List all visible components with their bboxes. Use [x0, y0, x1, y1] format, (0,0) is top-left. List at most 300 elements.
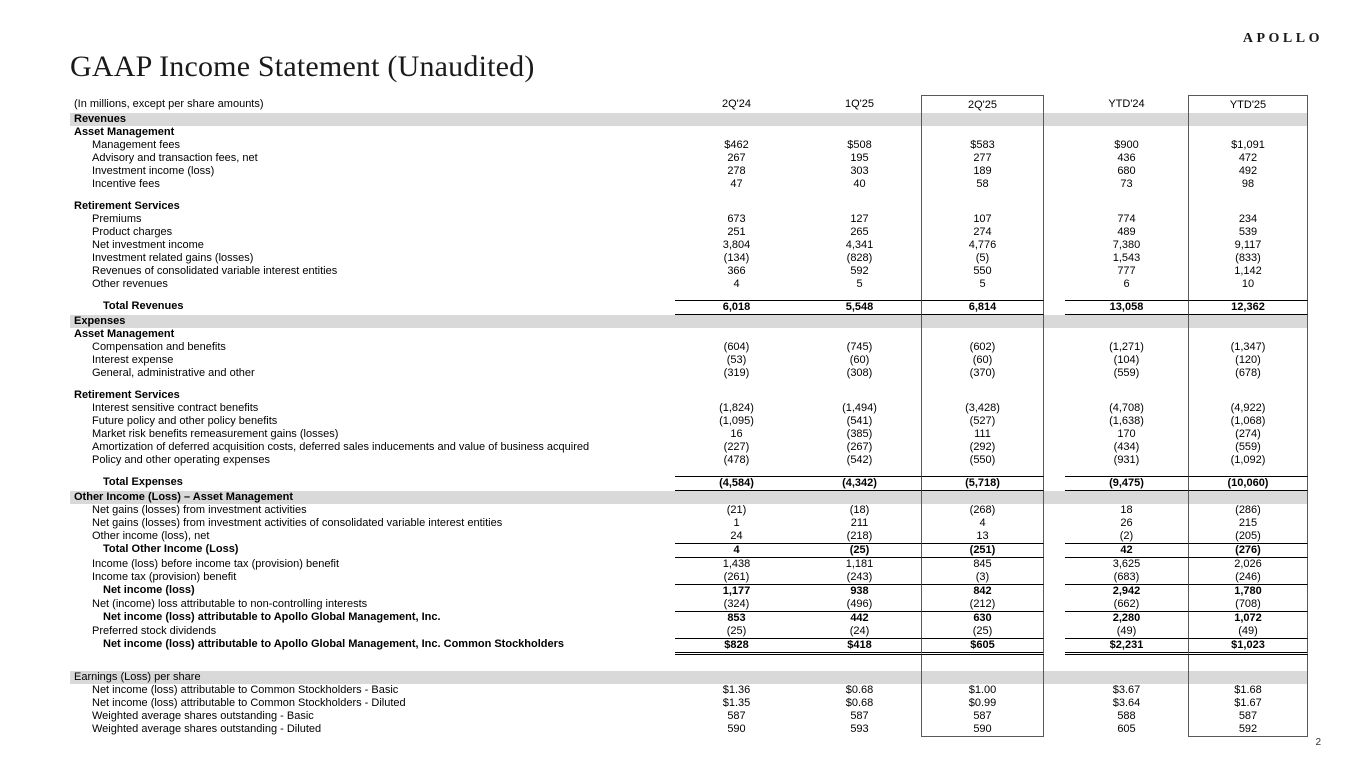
cell-value: (3) [921, 571, 1044, 584]
cell-value: (227) [723, 441, 750, 453]
row-label: Net gains (losses) from investment activities of consolidated variable interest entities [92, 517, 503, 529]
column-gap [1044, 226, 1065, 239]
cell-value: (1,271) [1109, 341, 1144, 353]
row-label: Weighted average shares outstanding - Diluted [92, 723, 322, 735]
cell-value: 7,380 [1112, 239, 1141, 251]
cell-value: 774 [1117, 213, 1136, 225]
cell-value [798, 200, 921, 213]
table-row [70, 367, 1308, 380]
cell-value: 40 [853, 178, 866, 190]
cell-value: $418 [798, 638, 921, 655]
cell-value: (134) [723, 252, 750, 264]
column-gap [1044, 139, 1065, 152]
cell-value: $1.00 [921, 684, 1044, 697]
cell-value: 593 [850, 723, 869, 735]
cell-value: 777 [1117, 265, 1136, 277]
cell-value: 680 [1117, 165, 1136, 177]
row-label: Interest sensitive contract benefits [92, 402, 259, 414]
cell-value [921, 380, 1044, 389]
group-subheader-row [70, 328, 1308, 341]
section-header-row [70, 113, 1308, 126]
cell-value [675, 200, 798, 213]
cell-value [1188, 191, 1308, 200]
spacer-row [70, 380, 1308, 389]
cell-value: (683) [1113, 571, 1140, 583]
cell-value: 489 [1117, 226, 1136, 238]
cell-value [798, 126, 921, 139]
row-label: General, administrative and other [92, 367, 255, 379]
cell-value: 1,181 [845, 558, 874, 570]
column-gap [1044, 723, 1065, 737]
table-body [70, 113, 1308, 737]
cell-value: 189 [921, 165, 1044, 178]
cell-value: 251 [727, 226, 746, 238]
column-gap [1044, 415, 1065, 428]
cell-value: 587 [727, 710, 746, 722]
cell-value: 366 [727, 265, 746, 277]
row-label [70, 380, 675, 389]
cell-value: 278 [727, 165, 746, 177]
column-header-ytd25: YTD'25 [1188, 95, 1308, 113]
cell-value: 13 [921, 530, 1044, 543]
cell-value: 590 [921, 723, 1044, 737]
row-label: Product charges [92, 226, 173, 238]
table-row [70, 402, 1308, 415]
cell-value: (60) [849, 354, 870, 366]
cell-value: 211 [850, 517, 869, 529]
cell-value: (49) [1116, 625, 1137, 637]
cell-value: 853 [675, 611, 798, 625]
row-label: Advisory and transaction fees, net [92, 152, 258, 164]
cell-value: (541) [846, 415, 873, 427]
cell-value: 590 [727, 723, 746, 735]
table-row [70, 625, 1308, 638]
table-row [70, 504, 1308, 517]
column-gap [1044, 611, 1065, 625]
cell-value [675, 191, 798, 200]
cell-value: 2,280 [1065, 611, 1188, 625]
cell-value [675, 467, 798, 476]
table-row [70, 543, 1308, 558]
table-row [70, 152, 1308, 165]
cell-value: (370) [921, 367, 1044, 380]
cell-value [798, 113, 921, 126]
cell-value [921, 291, 1044, 300]
row-label: Net income (loss) [103, 584, 195, 596]
cell-value [1065, 200, 1188, 213]
cell-value [798, 291, 921, 300]
cell-value: (24) [849, 625, 870, 637]
cell-value [921, 328, 1044, 341]
column-gap [1044, 710, 1065, 723]
cell-value [798, 389, 921, 402]
column-header-1q25: 1Q'25 [844, 98, 874, 110]
column-gap [1044, 239, 1065, 252]
cell-value [1065, 491, 1188, 504]
cell-value: 436 [1117, 152, 1136, 164]
cell-value: $2,231 [1065, 638, 1188, 655]
cell-value: (25) [726, 625, 747, 637]
table-row [70, 226, 1308, 239]
cell-value: (243) [846, 571, 873, 583]
row-label [70, 467, 675, 476]
table-row [70, 239, 1308, 252]
cell-value: 24 [730, 530, 743, 542]
cell-value: (1,494) [842, 402, 877, 414]
cell-value [1065, 467, 1188, 476]
cell-value [1188, 200, 1308, 213]
cell-value: 18 [1120, 504, 1133, 516]
cell-value [921, 655, 1044, 671]
column-gap [1044, 152, 1065, 165]
cell-value: (212) [921, 598, 1044, 611]
cell-value: 73 [1120, 178, 1133, 190]
row-label: Expenses [74, 315, 126, 327]
cell-value: $1.36 [722, 684, 751, 696]
cell-value [798, 191, 921, 200]
cell-value: (385) [846, 428, 873, 440]
row-label: Total Expenses [103, 476, 183, 488]
column-gap [1044, 530, 1065, 543]
cell-value [798, 671, 921, 684]
column-gap [1044, 454, 1065, 467]
row-label: Net income (loss) attributable to Common Stockholders - Basic [92, 684, 399, 696]
spacer-row [70, 291, 1308, 300]
table-row [70, 558, 1308, 571]
cell-value: 42 [1065, 543, 1188, 558]
cell-value: (5,718) [921, 476, 1044, 491]
cell-value: $605 [921, 638, 1044, 655]
cell-value: 10 [1188, 278, 1308, 291]
cell-value: 4 [675, 543, 798, 558]
cell-value: $3.67 [1112, 684, 1141, 696]
cell-value [1065, 328, 1188, 341]
column-gap [1044, 571, 1065, 584]
cell-value [1188, 291, 1308, 300]
cell-value: 587 [850, 710, 869, 722]
column-gap [1044, 491, 1065, 504]
column-header-2q24: 2Q'24 [721, 98, 751, 110]
cell-value [798, 380, 921, 389]
cell-value: (434) [1113, 441, 1140, 453]
cell-value [921, 491, 1044, 504]
cell-value: 127 [850, 213, 869, 225]
cell-value: 550 [921, 265, 1044, 278]
cell-value: $0.68 [845, 697, 874, 709]
cell-value: (542) [846, 454, 873, 466]
cell-value: 303 [850, 165, 869, 177]
cell-value: (604) [723, 341, 750, 353]
cell-value: 47 [730, 178, 743, 190]
cell-value: $1,023 [1188, 638, 1308, 655]
group-subheader-row [70, 200, 1308, 213]
cell-value [798, 467, 921, 476]
cell-value: (246) [1188, 571, 1308, 584]
row-label: Income tax (provision) benefit [92, 571, 237, 583]
cell-value: $900 [1114, 139, 1139, 151]
column-gap [1044, 126, 1065, 139]
cell-value: 1,438 [722, 558, 751, 570]
cell-value: 587 [921, 710, 1044, 723]
cell-value: 630 [921, 611, 1044, 625]
cell-value: (3,428) [921, 402, 1044, 415]
row-label: Compensation and benefits [92, 341, 226, 353]
column-header-ytd24: YTD'24 [1108, 98, 1145, 110]
page-title: GAAP Income Statement (Unaudited) [70, 50, 535, 83]
cell-value: (274) [1188, 428, 1308, 441]
cell-value: 1,142 [1188, 265, 1308, 278]
cell-value: 6 [1123, 278, 1130, 290]
cell-value: (1,095) [719, 415, 754, 427]
column-header-2q25: 2Q'25 [921, 95, 1044, 113]
cell-value [675, 113, 798, 126]
cell-value [921, 671, 1044, 684]
spacer-row [70, 191, 1308, 200]
cell-value: 265 [850, 226, 869, 238]
cell-value: 492 [1188, 165, 1308, 178]
group-subheader-row [70, 126, 1308, 139]
row-label: Premiums [92, 213, 142, 225]
column-gap [1044, 402, 1065, 415]
row-label: Other Income (Loss) – Asset Management [74, 491, 294, 503]
column-gap [1044, 252, 1065, 265]
cell-value: 26 [1120, 517, 1133, 529]
cell-value: $583 [921, 139, 1044, 152]
column-gap [1044, 300, 1065, 315]
column-gap [1044, 367, 1065, 380]
cell-value: 842 [921, 584, 1044, 598]
row-label: Income (loss) before income tax (provision) benefit [92, 558, 339, 570]
cell-value: 13,058 [1065, 300, 1188, 315]
table-row [70, 530, 1308, 543]
table-row [70, 517, 1308, 530]
column-gap [1044, 584, 1065, 598]
cell-value: $1.68 [1188, 684, 1308, 697]
cell-value: (286) [1188, 504, 1308, 517]
cell-value: (662) [1113, 598, 1140, 610]
spacer-row [70, 467, 1308, 476]
row-label: Retirement Services [74, 200, 180, 212]
table-row [70, 278, 1308, 291]
cell-value [921, 467, 1044, 476]
cell-value: 605 [1117, 723, 1136, 735]
cell-value [798, 491, 921, 504]
cell-value: 274 [921, 226, 1044, 239]
cell-value: 111 [921, 428, 1044, 441]
cell-value: 215 [1188, 517, 1308, 530]
cell-value: 2,942 [1065, 584, 1188, 598]
row-label: Investment related gains (losses) [92, 252, 254, 264]
column-gap [1044, 165, 1065, 178]
cell-value: (4,342) [798, 476, 921, 491]
cell-value [675, 126, 798, 139]
table-row [70, 139, 1308, 152]
row-label: Total Other Income (Loss) [103, 543, 239, 555]
cell-value: (4,922) [1188, 402, 1308, 415]
cell-value: (1,092) [1188, 454, 1308, 467]
table-row [70, 428, 1308, 441]
cell-value: $1,091 [1188, 139, 1308, 152]
cell-value: (120) [1188, 354, 1308, 367]
units-note: (In millions, except per share amounts) [74, 98, 264, 110]
cell-value [921, 200, 1044, 213]
table-row [70, 252, 1308, 265]
cell-value: (4,584) [675, 476, 798, 491]
column-gap [1044, 213, 1065, 226]
cell-value [1188, 389, 1308, 402]
cell-value: 1,780 [1188, 584, 1308, 598]
row-label: Incentive fees [92, 178, 160, 190]
cell-value: (1,638) [1109, 415, 1144, 427]
column-gap [1044, 598, 1065, 611]
cell-value: (1,068) [1188, 415, 1308, 428]
cell-value: 9,117 [1188, 239, 1308, 252]
cell-value: (559) [1113, 367, 1140, 379]
table-row [70, 341, 1308, 354]
table-row [70, 638, 1308, 655]
row-label: Other revenues [92, 278, 168, 290]
cell-value [675, 671, 798, 684]
cell-value: (559) [1188, 441, 1308, 454]
column-gap [1044, 200, 1065, 213]
cell-value: (9,475) [1065, 476, 1188, 491]
row-label: Net gains (losses) from investment activities [92, 504, 307, 516]
cell-value [1188, 491, 1308, 504]
row-label: Net income (loss) attributable to Apollo Global Management, Inc. Common Stockholders [103, 638, 565, 650]
row-label [70, 655, 675, 671]
cell-value: 4,341 [845, 239, 874, 251]
column-gap [1044, 517, 1065, 530]
column-gap [1044, 265, 1065, 278]
apollo-logo: APOLLO [1242, 31, 1323, 46]
group-subheader-row [70, 389, 1308, 402]
cell-value [921, 389, 1044, 402]
cell-value: (261) [723, 571, 750, 583]
column-gap [1044, 625, 1065, 638]
cell-value [1188, 328, 1308, 341]
cell-value: 472 [1188, 152, 1308, 165]
row-label: Net income (loss) attributable to Common Stockholders - Diluted [92, 697, 406, 709]
table-row [70, 584, 1308, 598]
column-gap [1044, 671, 1065, 684]
table-row [70, 571, 1308, 584]
cell-value: 5,548 [798, 300, 921, 315]
cell-value: $1.67 [1188, 697, 1308, 710]
cell-value: (18) [849, 504, 870, 516]
cell-value: (828) [846, 252, 873, 264]
table-row [70, 697, 1308, 710]
cell-value: (218) [846, 530, 873, 542]
row-label [70, 191, 675, 200]
cell-value: (1,824) [719, 402, 754, 414]
row-label: Net investment income [92, 239, 204, 251]
cell-value: (276) [1188, 543, 1308, 558]
column-gap [1044, 95, 1065, 113]
cell-value: $1.35 [722, 697, 751, 709]
cell-value: 12,362 [1188, 300, 1308, 315]
cell-value [675, 315, 798, 328]
row-label: Weighted average shares outstanding - Basic [92, 710, 314, 722]
cell-value: (527) [921, 415, 1044, 428]
cell-value: (53) [726, 354, 747, 366]
cell-value: $0.99 [921, 697, 1044, 710]
cell-value [798, 655, 921, 671]
table-row [70, 415, 1308, 428]
cell-value [1065, 655, 1188, 671]
table-row [70, 441, 1308, 454]
cell-value [921, 113, 1044, 126]
cell-value: 277 [921, 152, 1044, 165]
cell-value [675, 328, 798, 341]
table-row [70, 213, 1308, 226]
cell-value: 1 [733, 517, 740, 529]
column-gap [1044, 684, 1065, 697]
cell-value: 16 [730, 428, 743, 440]
cell-value: (251) [921, 543, 1044, 558]
cell-value: 938 [798, 584, 921, 598]
cell-value: $0.68 [845, 684, 874, 696]
row-label: Amortization of deferred acquisition costs, deferred sales inducements and value of business acquired [92, 441, 590, 453]
row-label: Preferred stock dividends [92, 625, 217, 637]
row-label: Retirement Services [74, 389, 180, 401]
page-number: 2 [1315, 737, 1321, 748]
cell-value: (10,060) [1188, 476, 1308, 491]
cell-value: 592 [850, 265, 869, 277]
column-gap [1044, 389, 1065, 402]
cell-value: (833) [1188, 252, 1308, 265]
cell-value: 195 [850, 152, 869, 164]
cell-value: 1,177 [675, 584, 798, 598]
column-gap [1044, 113, 1065, 126]
table-row [70, 165, 1308, 178]
cell-value: 6,814 [921, 300, 1044, 315]
cell-value: (292) [921, 441, 1044, 454]
cell-value: 673 [727, 213, 746, 225]
column-gap [1044, 543, 1065, 558]
cell-value: 588 [1117, 710, 1136, 722]
column-gap [1044, 380, 1065, 389]
row-label: Investment income (loss) [92, 165, 215, 177]
cell-value: (25) [921, 625, 1044, 638]
cell-value: 5 [921, 278, 1044, 291]
cell-value: (931) [1113, 454, 1140, 466]
row-label: Total Revenues [103, 300, 184, 312]
cell-value [1188, 113, 1308, 126]
column-gap [1044, 638, 1065, 655]
column-gap [1044, 278, 1065, 291]
cell-value [1188, 315, 1308, 328]
cell-value [675, 389, 798, 402]
row-label: Asset Management [74, 328, 175, 340]
row-label: Asset Management [74, 126, 175, 138]
income-statement-table [70, 95, 1308, 737]
cell-value [1065, 113, 1188, 126]
cell-value: 1,543 [1112, 252, 1141, 264]
row-label [70, 291, 675, 300]
cell-value: 442 [798, 611, 921, 625]
row-label: Revenues of consolidated variable interest entities [92, 265, 338, 277]
table-row [70, 300, 1308, 315]
column-gap [1044, 428, 1065, 441]
cell-value: (5) [921, 252, 1044, 265]
table-row [70, 684, 1308, 697]
cell-value [675, 655, 798, 671]
cell-value [921, 191, 1044, 200]
cell-value: (21) [726, 504, 747, 516]
cell-value [1065, 671, 1188, 684]
row-label: Policy and other operating expenses [92, 454, 270, 466]
cell-value: (4,708) [1109, 402, 1144, 414]
